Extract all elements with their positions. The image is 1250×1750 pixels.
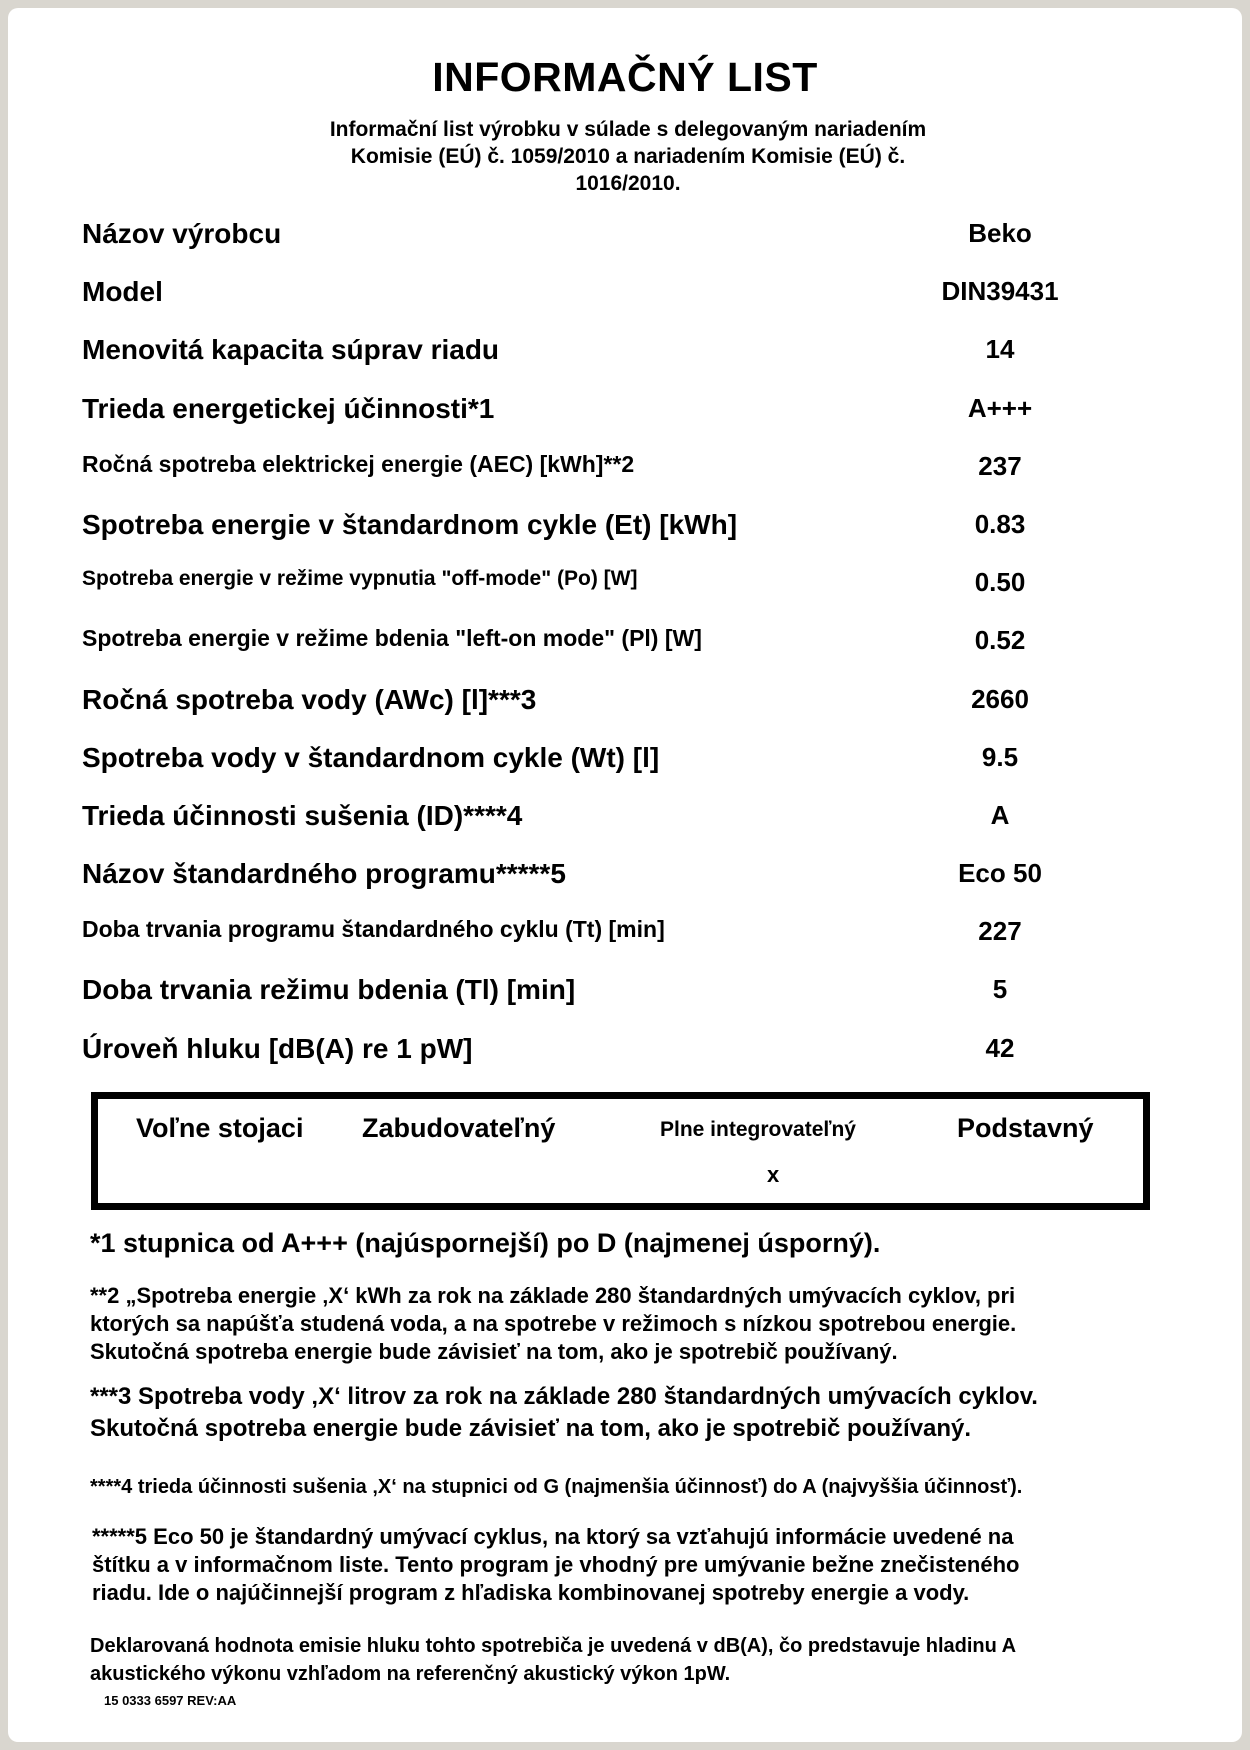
spec-row-program-duration	[8, 902, 1242, 960]
spec-row-off-mode	[8, 553, 1242, 611]
spec-row-annual-energy	[8, 437, 1242, 495]
installation-selected-mark: x	[767, 1162, 780, 1187]
spec-row-model	[8, 262, 1242, 320]
spec-label: Spotreba energie v štandardnom cykle (Et) [kWh]	[82, 508, 738, 540]
footnote-3	[90, 1381, 1038, 1445]
spec-row-noise	[8, 1019, 1242, 1077]
spec-value: 0.83	[974, 508, 1026, 539]
spec-label: Ročná spotreba elektrickej energie (AEC) [kWh]**2	[82, 450, 635, 477]
spec-table	[8, 204, 1242, 1077]
footnote-1: *1 stupnica od A+++ (najúspornejší) po D (najmenej úsporný).	[90, 1228, 881, 1258]
document-code: 15 0333 6597 REV:AA	[104, 1693, 237, 1708]
footnote-line: Skutočná spotreba energie bude závisieť na tom, ako je spotrebič používaný.	[90, 1415, 972, 1442]
spec-value: 0.52	[974, 625, 1026, 656]
noise-declaration	[90, 1632, 1016, 1688]
installation-free-standing: Voľne stojaci	[136, 1113, 304, 1143]
spec-row-manufacturer	[8, 204, 1242, 262]
spec-value: Beko	[968, 218, 1032, 248]
spec-label: Spotreba energie v režime bdenia "left-on mode" (Pl) [W]	[82, 625, 702, 652]
spec-row-left-on-duration	[8, 960, 1242, 1018]
spec-value: 42	[985, 1032, 1015, 1063]
spec-value: 5	[992, 974, 1008, 1005]
spec-label: Trieda energetickej účinnosti*1	[82, 392, 495, 424]
spec-value: A+++	[967, 392, 1033, 423]
spec-label: Doba trvania programu štandardného cyklu (Tt) [min]	[82, 916, 665, 943]
spec-label: Spotreba energie v režime vypnutia "off-mode" (Po) [W]	[82, 567, 638, 591]
regulation-subtitle	[258, 116, 998, 197]
spec-row-cycle-energy	[8, 495, 1242, 553]
spec-label: Doba trvania režimu bdenia (Tl) [min]	[82, 974, 576, 1006]
spec-value: 14	[985, 334, 1015, 365]
footnote-line: Deklarovaná hodnota emisie hluku tohto spotrebiča je uvedená v dB(A), čo predstavuje hladinu A	[90, 1635, 1017, 1657]
footnote-4: ****4 trieda účinnosti sušenia ‚X‘ na stupnici od G (najmenšia účinnosť) do A (najvyššia účinnosť).	[90, 1476, 1023, 1498]
spec-value: A	[990, 799, 1010, 830]
spec-label: Model	[82, 276, 163, 308]
spec-value: 9.5	[981, 741, 1019, 772]
spec-value: 237	[978, 450, 1022, 481]
information-sheet	[8, 8, 1242, 1742]
spec-value: Eco 50	[958, 858, 1042, 889]
footnote-line: ktorých sa napúšťa studená voda, a na spotrebe v režimoch s nízkou spotrebou energie.	[90, 1311, 1017, 1336]
footnote-line: *****5 Eco 50 je štandardný umývací cyklus, na ktorý sa vzťahujú informácie uvedené na	[92, 1524, 1014, 1549]
footnote-line: akustického výkonu vzhľadom na referenčný akustický výkon 1pW.	[90, 1663, 731, 1685]
spec-label: Spotreba vody v štandardnom cykle (Wt) [l]	[82, 741, 660, 773]
spec-label: Menovitá kapacita súprav riadu	[82, 334, 500, 366]
spec-value: DIN39431	[941, 276, 1059, 307]
spec-row-energy-class	[8, 379, 1242, 437]
spec-value: 0.50	[974, 567, 1026, 598]
spec-row-drying-class	[8, 786, 1242, 844]
spec-row-capacity	[8, 320, 1242, 378]
footnote-line: **2 „Spotreba energie ‚X‘ kWh za rok na základe 280 štandardných umývacích cyklov, pri	[90, 1283, 1016, 1308]
installation-type-box	[91, 1092, 1150, 1210]
installation-base: Podstavný	[957, 1113, 1094, 1143]
installation-fully-integrated: Plne integrovateľný	[660, 1118, 856, 1141]
page-title: INFORMAČNÝ LIST	[432, 54, 818, 100]
spec-label: Názov štandardného programu*****5	[82, 858, 566, 890]
spec-label: Úroveň hluku [dB(A) re 1 pW]	[82, 1032, 473, 1064]
spec-row-left-on-mode	[8, 611, 1242, 669]
footnote-line: ***3 Spotreba vody ‚X‘ litrov za rok na základe 280 štandardných umývacích cyklov.	[90, 1383, 1038, 1410]
spec-value: 227	[978, 916, 1022, 947]
footnote-line: riadu. Ide o najúčinnejší program z hľadiska kombinovanej spotreby energie a vody.	[92, 1580, 970, 1605]
spec-row-program-name	[8, 844, 1242, 902]
subtitle-line: Komisie (EÚ) č. 1059/2010 a nariadením Komisie (EÚ) č.	[350, 145, 906, 168]
subtitle-line: Informační list výrobku v súlade s delegovaným nariadením	[329, 118, 927, 141]
installation-built-under: Zabudovateľný	[362, 1113, 556, 1143]
footnote-2	[90, 1282, 1016, 1366]
footnote-line: Skutočná spotreba energie bude závisieť na tom, ako je spotrebič používaný.	[90, 1339, 898, 1364]
spec-value: 2660	[971, 683, 1029, 714]
subtitle-line: 1016/2010.	[575, 172, 681, 195]
footnote-line: štítku a v informačnom liste. Tento program je vhodný pre umývanie bežne znečisteného	[92, 1552, 1020, 1577]
spec-label: Trieda účinnosti sušenia (ID)****4	[82, 799, 523, 831]
footnote-5	[92, 1523, 1019, 1607]
spec-row-annual-water	[8, 670, 1242, 728]
spec-row-cycle-water	[8, 728, 1242, 786]
spec-label: Ročná spotreba vody (AWc) [l]***3	[82, 683, 537, 715]
spec-label: Názov výrobcu	[82, 218, 282, 249]
